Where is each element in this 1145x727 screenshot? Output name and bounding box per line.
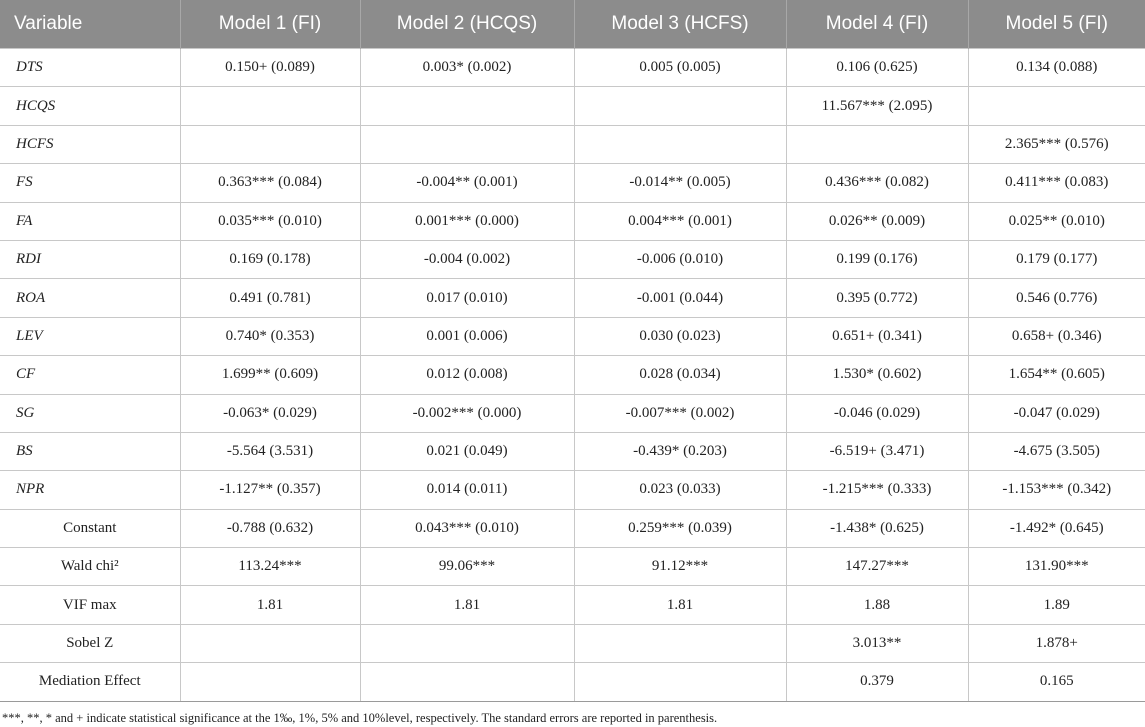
model-2-value-cell: 0.001*** (0.000) bbox=[360, 202, 574, 240]
table-header bbox=[0, 0, 1145, 49]
model-5-value-cell: 0.165 bbox=[968, 663, 1145, 701]
model-4-value-cell: 147.27*** bbox=[786, 548, 968, 586]
model-5-value-cell: -4.675 (3.505) bbox=[968, 432, 1145, 470]
model-2-value-cell bbox=[360, 125, 574, 163]
variable-name-cell: Mediation Effect bbox=[0, 663, 180, 701]
model-2-value-cell: 0.043*** (0.010) bbox=[360, 509, 574, 547]
table-row bbox=[0, 663, 1145, 701]
model-1-value-cell: 1.699** (0.609) bbox=[180, 356, 360, 394]
variable-name-cell: Constant bbox=[0, 509, 180, 547]
header-variable: Variable bbox=[0, 0, 180, 49]
variable-name-cell: LEV bbox=[0, 317, 180, 355]
table-footnote: ***, **, * and + indicate statistical significance at the 1‰, 1%, 5% and 10%level, respectively. The standard errors are reported in parenthesis. bbox=[2, 711, 718, 725]
table-body bbox=[0, 49, 1145, 702]
variable-name-cell: FA bbox=[0, 202, 180, 240]
model-2-value-cell: 0.017 (0.010) bbox=[360, 279, 574, 317]
model-5-value-cell: 0.025** (0.010) bbox=[968, 202, 1145, 240]
model-4-value-cell: -1.215*** (0.333) bbox=[786, 471, 968, 509]
variable-name-cell: NPR bbox=[0, 471, 180, 509]
model-5-value-cell: -1.492* (0.645) bbox=[968, 509, 1145, 547]
model-5-value-cell: 1.878+ bbox=[968, 624, 1145, 662]
variable-name-cell: FS bbox=[0, 164, 180, 202]
model-1-value-cell bbox=[180, 624, 360, 662]
table-row bbox=[0, 279, 1145, 317]
model-1-value-cell: 1.81 bbox=[180, 586, 360, 624]
variable-name-cell: RDI bbox=[0, 240, 180, 278]
model-5-value-cell: -1.153*** (0.342) bbox=[968, 471, 1145, 509]
model-3-value-cell bbox=[574, 624, 786, 662]
model-1-value-cell bbox=[180, 87, 360, 125]
header-model-5: Model 5 (FI) bbox=[968, 0, 1145, 49]
model-1-value-cell: -0.063* (0.029) bbox=[180, 394, 360, 432]
model-4-value-cell: 0.651+ (0.341) bbox=[786, 317, 968, 355]
header-model-3: Model 3 (HCFS) bbox=[574, 0, 786, 49]
model-2-value-cell: 0.014 (0.011) bbox=[360, 471, 574, 509]
model-4-value-cell: 1.530* (0.602) bbox=[786, 356, 968, 394]
model-2-value-cell: 0.012 (0.008) bbox=[360, 356, 574, 394]
model-2-value-cell bbox=[360, 87, 574, 125]
model-3-value-cell: 0.004*** (0.001) bbox=[574, 202, 786, 240]
model-2-value-cell: 0.021 (0.049) bbox=[360, 432, 574, 470]
model-3-value-cell: 0.030 (0.023) bbox=[574, 317, 786, 355]
model-1-value-cell: 0.035*** (0.010) bbox=[180, 202, 360, 240]
model-3-value-cell: 0.259*** (0.039) bbox=[574, 509, 786, 547]
model-5-value-cell: 0.546 (0.776) bbox=[968, 279, 1145, 317]
variable-name-cell: HCFS bbox=[0, 125, 180, 163]
model-4-value-cell: 0.199 (0.176) bbox=[786, 240, 968, 278]
table-row bbox=[0, 471, 1145, 509]
model-3-value-cell: 1.81 bbox=[574, 586, 786, 624]
variable-name-cell: ROA bbox=[0, 279, 180, 317]
model-3-value-cell: -0.439* (0.203) bbox=[574, 432, 786, 470]
variable-name-cell: CF bbox=[0, 356, 180, 394]
variable-name-cell: DTS bbox=[0, 49, 180, 87]
table-row bbox=[0, 586, 1145, 624]
model-2-value-cell bbox=[360, 624, 574, 662]
model-1-value-cell: -1.127** (0.357) bbox=[180, 471, 360, 509]
model-3-value-cell: 0.023 (0.033) bbox=[574, 471, 786, 509]
model-4-value-cell: 0.395 (0.772) bbox=[786, 279, 968, 317]
model-4-value-cell: 0.436*** (0.082) bbox=[786, 164, 968, 202]
model-3-value-cell: 91.12*** bbox=[574, 548, 786, 586]
model-3-value-cell: -0.014** (0.005) bbox=[574, 164, 786, 202]
model-4-value-cell: -1.438* (0.625) bbox=[786, 509, 968, 547]
model-2-value-cell: -0.002*** (0.000) bbox=[360, 394, 574, 432]
table-row bbox=[0, 125, 1145, 163]
model-2-value-cell: 0.001 (0.006) bbox=[360, 317, 574, 355]
model-1-value-cell: 0.169 (0.178) bbox=[180, 240, 360, 278]
model-2-value-cell: -0.004 (0.002) bbox=[360, 240, 574, 278]
variable-name-cell: SG bbox=[0, 394, 180, 432]
model-3-value-cell: 0.005 (0.005) bbox=[574, 49, 786, 87]
model-4-value-cell bbox=[786, 125, 968, 163]
model-5-value-cell: -0.047 (0.029) bbox=[968, 394, 1145, 432]
model-4-value-cell: -0.046 (0.029) bbox=[786, 394, 968, 432]
model-2-value-cell: 1.81 bbox=[360, 586, 574, 624]
model-3-value-cell bbox=[574, 663, 786, 701]
model-4-value-cell: 0.106 (0.625) bbox=[786, 49, 968, 87]
model-1-value-cell: -5.564 (3.531) bbox=[180, 432, 360, 470]
header-model-1: Model 1 (FI) bbox=[180, 0, 360, 49]
model-5-value-cell: 0.179 (0.177) bbox=[968, 240, 1145, 278]
table-row bbox=[0, 624, 1145, 662]
model-2-value-cell bbox=[360, 663, 574, 701]
model-2-value-cell: -0.004** (0.001) bbox=[360, 164, 574, 202]
model-4-value-cell: 1.88 bbox=[786, 586, 968, 624]
table-row bbox=[0, 87, 1145, 125]
header-model-4: Model 4 (FI) bbox=[786, 0, 968, 49]
model-1-value-cell: 113.24*** bbox=[180, 548, 360, 586]
table-row bbox=[0, 49, 1145, 87]
model-1-value-cell: 0.363*** (0.084) bbox=[180, 164, 360, 202]
table-row bbox=[0, 509, 1145, 547]
table-row bbox=[0, 548, 1145, 586]
model-3-value-cell bbox=[574, 125, 786, 163]
variable-name-cell: BS bbox=[0, 432, 180, 470]
model-5-value-cell: 1.89 bbox=[968, 586, 1145, 624]
model-2-value-cell: 0.003* (0.002) bbox=[360, 49, 574, 87]
model-4-value-cell: 0.379 bbox=[786, 663, 968, 701]
model-3-value-cell: -0.001 (0.044) bbox=[574, 279, 786, 317]
table-row bbox=[0, 202, 1145, 240]
model-4-value-cell: 11.567*** (2.095) bbox=[786, 87, 968, 125]
model-4-value-cell: 0.026** (0.009) bbox=[786, 202, 968, 240]
model-3-value-cell: 0.028 (0.034) bbox=[574, 356, 786, 394]
model-3-value-cell bbox=[574, 87, 786, 125]
model-5-value-cell: 0.134 (0.088) bbox=[968, 49, 1145, 87]
table-row bbox=[0, 164, 1145, 202]
model-1-value-cell bbox=[180, 125, 360, 163]
variable-name-cell: Wald chi² bbox=[0, 548, 180, 586]
header-model-2: Model 2 (HCQS) bbox=[360, 0, 574, 49]
model-5-value-cell: 0.658+ (0.346) bbox=[968, 317, 1145, 355]
table-row bbox=[0, 432, 1145, 470]
model-1-value-cell: -0.788 (0.632) bbox=[180, 509, 360, 547]
model-1-value-cell: 0.740* (0.353) bbox=[180, 317, 360, 355]
model-1-value-cell bbox=[180, 663, 360, 701]
variable-name-cell: HCQS bbox=[0, 87, 180, 125]
variable-name-cell: Sobel Z bbox=[0, 624, 180, 662]
table-row bbox=[0, 394, 1145, 432]
table-row bbox=[0, 356, 1145, 394]
table-row bbox=[0, 317, 1145, 355]
model-2-value-cell: 99.06*** bbox=[360, 548, 574, 586]
model-5-value-cell: 131.90*** bbox=[968, 548, 1145, 586]
model-5-value-cell: 0.411*** (0.083) bbox=[968, 164, 1145, 202]
model-5-value-cell: 2.365*** (0.576) bbox=[968, 125, 1145, 163]
model-3-value-cell: -0.006 (0.010) bbox=[574, 240, 786, 278]
variable-name-cell: VIF max bbox=[0, 586, 180, 624]
model-4-value-cell: 3.013** bbox=[786, 624, 968, 662]
table-row bbox=[0, 240, 1145, 278]
model-4-value-cell: -6.519+ (3.471) bbox=[786, 432, 968, 470]
model-1-value-cell: 0.150+ (0.089) bbox=[180, 49, 360, 87]
model-1-value-cell: 0.491 (0.781) bbox=[180, 279, 360, 317]
model-5-value-cell: 1.654** (0.605) bbox=[968, 356, 1145, 394]
model-5-value-cell bbox=[968, 87, 1145, 125]
model-3-value-cell: -0.007*** (0.002) bbox=[574, 394, 786, 432]
header-row bbox=[0, 0, 1145, 49]
